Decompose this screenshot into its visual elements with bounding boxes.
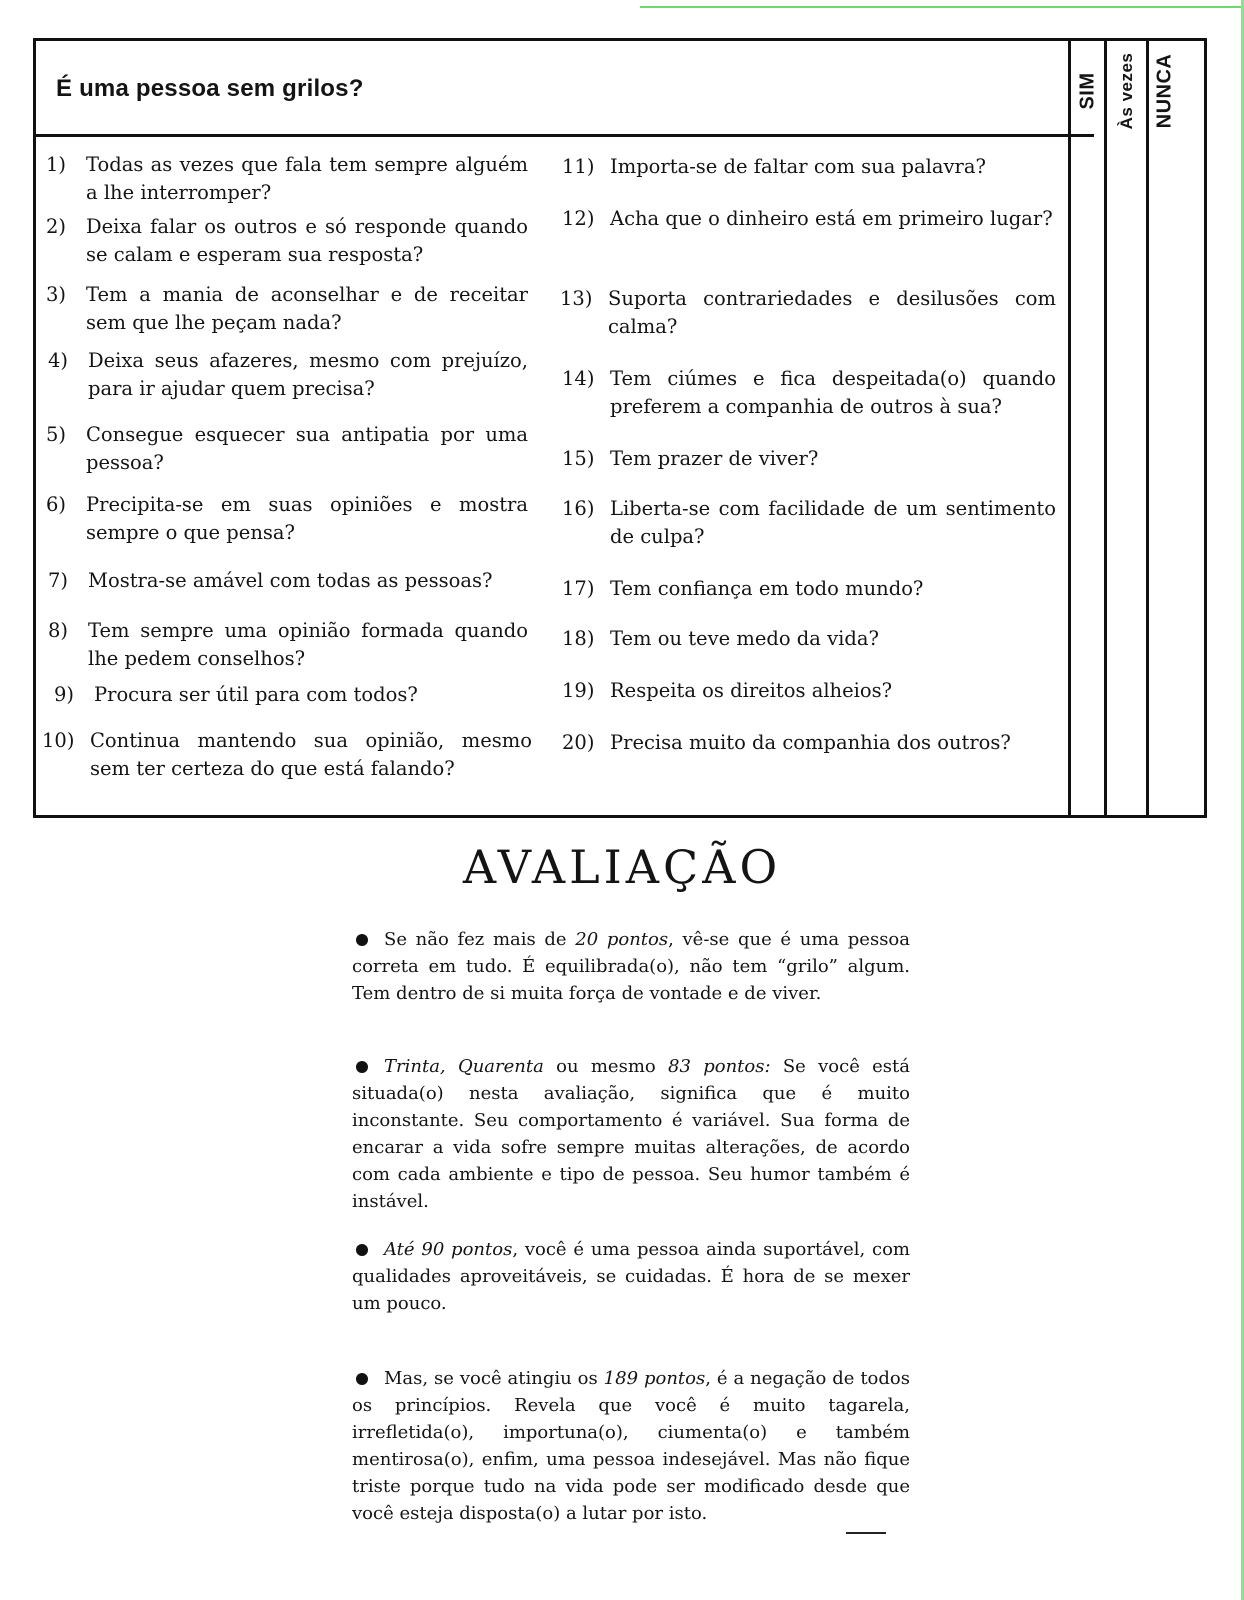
question-number: 12)	[562, 207, 595, 230]
question-20	[562, 729, 1056, 757]
question-number: 7)	[48, 569, 69, 592]
question-9	[54, 681, 528, 709]
bullet-icon	[356, 1061, 368, 1073]
question-2	[46, 213, 528, 269]
question-text: Tem prazer de viver?	[610, 447, 819, 470]
question-number: 5)	[46, 423, 67, 446]
column-header-sim	[1071, 47, 1104, 135]
question-text: Precisa muito da companhia dos outros?	[610, 731, 1011, 754]
evaluation-paragraph-1	[352, 926, 910, 1007]
bullet-icon	[356, 934, 368, 946]
question-text: Liberta-se com facilidade de um sentimento de culpa?	[610, 497, 1056, 548]
question-6	[46, 491, 528, 547]
question-number: 18)	[562, 627, 595, 650]
question-number: 17)	[562, 577, 595, 600]
question-text: Acha que o dinheiro está em primeiro lugar?	[610, 207, 1053, 230]
question-10	[42, 727, 532, 783]
question-18	[562, 625, 1056, 653]
decorative-dash	[846, 1532, 886, 1534]
question-7	[48, 567, 528, 595]
column-header-nunca	[1149, 47, 1181, 135]
question-number: 14)	[562, 367, 595, 390]
question-13	[560, 285, 1056, 341]
question-12	[562, 205, 1056, 233]
paragraph-emphasis: 189 pontos	[603, 1368, 706, 1389]
question-8	[48, 617, 528, 673]
question-number: 9)	[54, 683, 75, 706]
column-header-as-vezes	[1107, 47, 1146, 135]
bullet-icon	[356, 1373, 368, 1385]
question-1	[46, 151, 528, 207]
question-5	[46, 421, 528, 477]
paragraph-emphasis: Trinta, Quarenta	[384, 1056, 544, 1077]
column-header-sim-label: SIM	[1076, 72, 1098, 110]
question-number: 16)	[562, 497, 595, 520]
question-16	[562, 495, 1056, 551]
question-14	[562, 365, 1056, 421]
question-11	[562, 153, 1056, 181]
question-text: Tem ou teve medo da vida?	[610, 627, 879, 650]
question-text: Respeita os direitos alheios?	[610, 679, 893, 702]
question-text: Importa-se de faltar com sua palavra?	[610, 155, 986, 178]
question-text: Continua mantendo sua opinião, mesmo sem ter certeza do que está falando?	[90, 729, 532, 780]
question-4	[48, 347, 528, 403]
column-divider	[1146, 41, 1149, 815]
question-15	[562, 445, 1056, 473]
column-divider	[1068, 41, 1071, 815]
paragraph-text: Mas, se você atingiu os	[384, 1368, 604, 1389]
evaluation-paragraph-2	[352, 1053, 910, 1215]
quiz-header	[36, 41, 1094, 137]
column-header-as-vezes-label: Às vezes	[1116, 52, 1136, 130]
question-text: Todas as vezes que fala tem sempre alguém a lhe interromper?	[86, 153, 528, 204]
question-text: Deixa seus afazeres, mesmo com prejuízo, para ir ajudar quem precisa?	[88, 349, 528, 400]
paragraph-emphasis: Até 90 pontos	[384, 1239, 513, 1260]
question-text: Tem confiança em todo mundo?	[610, 577, 924, 600]
question-number: 8)	[48, 619, 69, 642]
paragraph-text: Se não fez mais de	[384, 929, 576, 950]
paragraph-emphasis: 83 pontos:	[668, 1056, 771, 1077]
question-number: 13)	[560, 287, 593, 310]
paragraph-text: Se você está situada(o) nesta avaliação, significa que é muito inconstante. Seu comportamento é variável. Sua forma de encarar a vida sofre sempre muitas alterações, de acordo com cada ambiente e tipo de pessoa. Seu humor também é instável.	[352, 1056, 910, 1212]
paragraph-text: , você é uma pessoa ainda suportável, com qualidades aproveitáveis, se cuidadas. É hora de se mexer um pouco.	[352, 1239, 910, 1314]
question-number: 3)	[46, 283, 67, 306]
question-number: 15)	[562, 447, 595, 470]
question-text: Mostra-se amável com todas as pessoas?	[88, 569, 493, 592]
column-divider	[1104, 41, 1107, 815]
evaluation-title: AVALIAÇÃO	[462, 840, 782, 894]
question-text: Suporta contrariedades e desilusões com calma?	[608, 287, 1056, 338]
paragraph-text: ou mesmo	[543, 1056, 669, 1077]
question-17	[562, 575, 1056, 603]
question-number: 4)	[48, 349, 69, 372]
question-number: 2)	[46, 215, 67, 238]
question-19	[562, 677, 1056, 705]
question-text: Procura ser útil para com todos?	[94, 683, 418, 706]
question-text: Tem a mania de aconselhar e de receitar sem que lhe peçam nada?	[86, 283, 528, 334]
question-number: 10)	[42, 729, 75, 752]
question-text: Tem sempre uma opinião formada quando lhe pedem conselhos?	[88, 619, 528, 670]
paragraph-text: , é a negação de todos os princípios. Revela que você é muito tagarela, irrefletida(o), importuna(o), ciumenta(o) e também mentirosa(o), enfim, uma pessoa indesejável. Mas não fique triste porque tudo na vida pode ser modificado desde que você esteja disposta(o) a lutar por isto.	[352, 1368, 910, 1524]
quiz-box	[33, 38, 1207, 818]
evaluation-paragraph-3	[352, 1236, 910, 1317]
green-scan-line	[640, 6, 1244, 8]
question-number: 19)	[562, 679, 595, 702]
question-number: 1)	[46, 153, 67, 176]
question-text: Consegue esquecer sua antipatia por uma pessoa?	[86, 423, 528, 474]
question-text: Tem ciúmes e fica despeitada(o) quando preferem a companhia de outros à sua?	[610, 367, 1056, 418]
paragraph-text: , vê-se que é uma pessoa correta em tudo. É equilibrada(o), não tem “grilo” algum. Tem dentro de si muita força de vontade e de viver.	[352, 929, 910, 1004]
paragraph-emphasis: 20 pontos	[575, 929, 669, 950]
quiz-title: É uma pessoa sem grilos?	[56, 75, 364, 102]
question-number: 6)	[46, 493, 67, 516]
question-number: 11)	[562, 155, 595, 178]
question-number: 20)	[562, 731, 595, 754]
evaluation-paragraph-4	[352, 1365, 910, 1527]
question-text: Precipita-se em suas opiniões e mostra sempre o que pensa?	[86, 493, 528, 544]
question-text: Deixa falar os outros e só responde quando se calam e esperam sua resposta?	[86, 215, 528, 266]
column-header-nunca-label: NUNCA	[1153, 53, 1176, 129]
question-3	[46, 281, 528, 337]
bullet-icon	[356, 1244, 368, 1256]
